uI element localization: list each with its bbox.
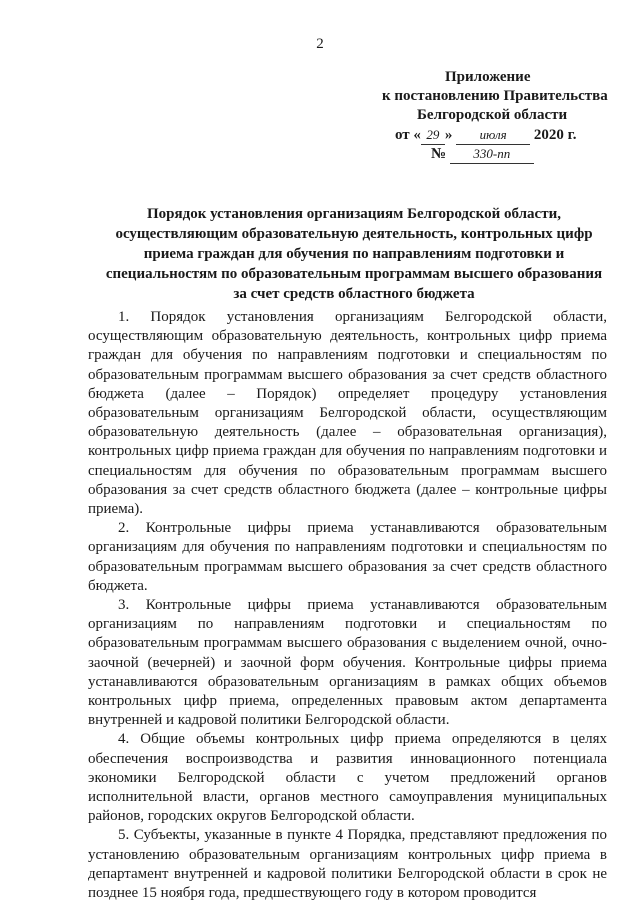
page-number: 2 [316,36,324,52]
paragraph-4: 4. Общие объемы контрольных цифр приема определяются в целях обеспечения воспроизводства и развития инновационного потенциала экономики Белгородской области с учетом предложений органов исполнительной власти, органов местного самоуправления муниципальных районов, городских округов Белгородской области. [88,731,607,825]
paragraph-3: 3. Контрольные цифры приема устанавливаются образовательным организациям по направлениям подготовки и специальностям по образовательным программам высшего образования с выделением очной, очно-заочной (вечерней) и заочной форм обучения. Контрольные цифры приема устанавливаются образовательным организациям в рамках общих объемов контрольных цифр приема, определенных правовым актом департамента внутренней и кадровой политики Белгородской области. [88,597,607,729]
date-prefix: от « [395,127,421,143]
appendix-date-line [395,125,577,145]
date-year: 2020 г. [533,127,577,143]
appendix-number-line [431,144,534,164]
appendix-region-line: Белгородской области [417,107,568,123]
paragraph-5: 5. Субъекты, указанные в пункте 4 Порядка, представляют предложения по установлению образовательным организациям контрольных цифр приема в департамент внутренней и кадровой политики Белгородской области в срок не позднее 15 ноября года, предшествующего году в котором проводится [88,827,607,902]
appendix-resolution-line: к постановлению Правительства [382,88,608,104]
number-prefix: № [431,146,447,162]
date-mid: » [444,127,453,143]
paragraph-2: 2. Контрольные цифры приема устанавливаются образовательным организациям для обучения по направлениям подготовки и специальностям по образовательным программам высшего образования за счет средств областного бюджета. [88,520,607,594]
date-month: июля [456,125,530,145]
appendix-label: Приложение [445,69,531,85]
document-number: 330-пп [450,144,534,164]
document-title: Порядок установления организациям Белгородской области, осуществляющим образовательную деятельность, контрольных цифр приема граждан для обучения по направлениям подготовки и специальностям по образовательным программам высшего образования за счет средств областного бюджета [105,206,603,302]
paragraph-1: 1. Порядок установления организациям Белгородской области, осуществляющим образовательную деятельность, контрольных цифр приема граждан для обучения по направлениям подготовки и специальностям по образовательным программам высшего образования за счет средств областного бюджета (далее – Порядок) определяет процедуру установления образовательным организациям Белгородской области, осуществляющим образовательную деятельность (далее – образовательная организация), контрольных цифр приема граждан для обучения по направлениям подготовки и специальностям для обучения по образовательным программам высшего образования за счет средств областного бюджета (далее – контрольные цифры приема). [88,309,607,518]
document-body [88,308,607,903]
date-day: 29 [421,125,445,145]
